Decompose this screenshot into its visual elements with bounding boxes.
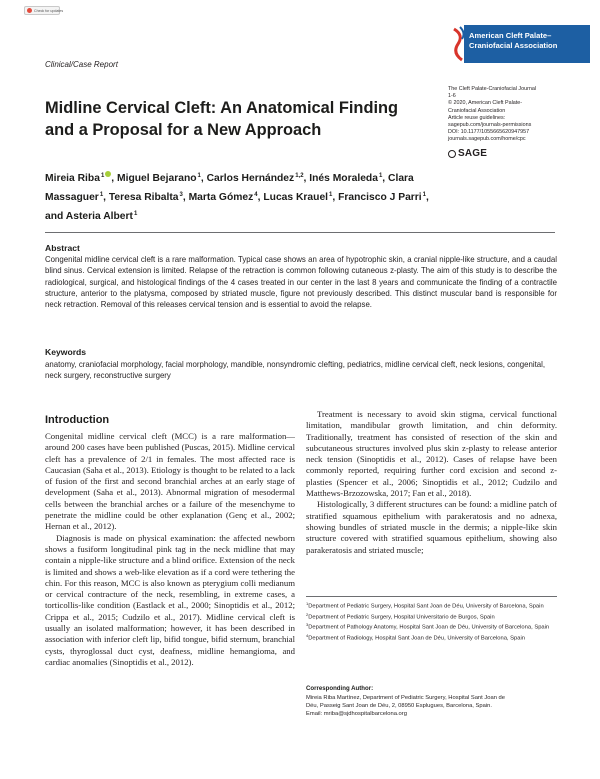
keywords-text: anatomy, craniofacial morphology, facial morphology, mandible, nonsyndromic clefting, pediatrics, midline cervical cleft, neck lesions, congenital, neck surgery, reconstructive surgery: [45, 360, 546, 381]
author-name[interactable]: Carlos Hernández: [206, 173, 295, 184]
footnote-number: 1: [306, 601, 309, 606]
affiliation-footnote: [306, 632, 558, 643]
introduction-heading: Introduction: [45, 414, 110, 426]
acpa-logo-text: American Cleft Palate– Craniofacial Association: [464, 25, 590, 63]
article-title: Midline Cervical Cleft: An Anatomical Finding and a Proposal for a New Approach: [45, 99, 399, 139]
author-name[interactable]: Lucas Krauel: [263, 192, 329, 203]
author-separator: ,: [200, 173, 207, 184]
author-separator: ,: [257, 192, 264, 203]
footnote-text: Department of Pathology Anatomy, Hospital Sant Joan de Déu, University of Barcelona, Spain: [308, 624, 550, 631]
badge-label: Check for updates: [34, 8, 64, 13]
corresponding-author-details: [306, 694, 558, 718]
author-name[interactable]: Mireia Riba: [45, 173, 100, 184]
affiliation-footnote: [306, 600, 558, 611]
paragraph: Treatment is necessary to avoid skin stigma, cervical functional limitation, mandibular growth limitation, and chin deformity. Traditionally, treatment has consisted of resection of the skin and subcutaneous structures involved plus skin z-plasty to release anterior neck tension (Sinoptidis et al., 2012). Cases of relapse have been commonly reported, requiring further cord excision and second z-plasties (Spencer et al., 2006; Sinoptidis et al., 2012; Cudzilo and Matthews-Brzozowska, 2017; Fan et al., 2018).: [306, 409, 557, 499]
author-separator: ,: [182, 192, 189, 203]
author-affiliation-marker: 1: [422, 192, 427, 198]
keywords-heading: Keywords: [45, 347, 87, 357]
footnote-number: 4: [306, 632, 309, 638]
paragraph: Histologically, 3 different structures can be found: a midline patch of stratified squamous epithelium with parakeratosis and no adnexa, showing bundles of striated muscle in the dermis; a nipple-like skin structure covered with stratified squamous epithelium, showing also parakeratosis and striated muscle;: [306, 499, 557, 555]
journal-info-line: journals.sagepub.com/home/cpc: [448, 136, 526, 143]
paragraph: Congenital midline cervical cleft (MCC) is a rare malformation—around 200 cases have been published (Puscas, 2015). Midline cervical cleft has a prevalence of 2/1 in females. The most affected race is Caucasian (Saha et al., 2013). Etiology is thought to be related to a lack of fusion of the first and second branchial arches at an early stage of development (Saha et al., 2013). Abnormal migration of mesodermal cells between the branchial arches or a failure of the mesenchyme to penetrate the midline could be other explanation (Genç et al., 2002; Hernan et al., 2012).: [45, 431, 295, 532]
author-separator: ,: [111, 173, 118, 184]
abstract-text: Congenital midline cervical cleft is a rare malformation. Typical case shows an area of hypotrophic skin, a cranial nipple-like structure, and a caudal blind sinus. Cervical extension is limited. Relapse of the retraction is common following cutaneous z-plasty. The aim of this study is to describe the radiological, surgical, and histological findings of the 4 cases treated in our center in the last 8 years and communicate the finding of a contractile structure, anterior to the platysma, composed by striated muscle, figure not previously described. This distinct muscular band is responsible for neck retraction. Removal of this releases cervical tension and is essential to avoid the relapse.: [45, 255, 557, 310]
body-column-right: [306, 409, 557, 556]
author-affiliation-marker: 1: [100, 173, 105, 179]
affiliations: [306, 600, 558, 642]
divider: [45, 232, 555, 233]
journal-info-line: Article reuse guidelines:: [448, 114, 506, 121]
affiliation-footnote: [306, 611, 558, 622]
author-affiliation-marker: 1,2: [295, 173, 304, 179]
journal-info-line: 1-6: [448, 93, 456, 100]
abstract-heading: Abstract: [45, 243, 80, 253]
footnote-text: Department of Pediatric Surgery, Hospital Universitario de Burgos, Spain: [308, 614, 495, 621]
author-separator: ,: [382, 173, 389, 184]
corresponding-author-line: Déu, Passeig Sant Joan de Déu, 2, 08950 Esplugues, Barcelona, Spain.: [306, 703, 492, 710]
author-separator: ,: [332, 192, 339, 203]
author-affiliation-marker: 1: [99, 192, 104, 198]
author-name[interactable]: Asteria Albert: [65, 211, 133, 222]
acpa-logo: [452, 25, 590, 63]
publisher-logo: SAGE: [448, 148, 487, 159]
author-name[interactable]: Inés Moraleda: [309, 173, 378, 184]
author-affiliation-marker: 3: [179, 192, 183, 198]
author-separator: , and: [45, 192, 429, 222]
author-separator: ,: [103, 192, 109, 203]
author-name[interactable]: Clara Massaguer: [45, 173, 414, 203]
author-name[interactable]: Marta Gómez: [188, 192, 254, 203]
footnote-number: 2: [306, 611, 309, 617]
author-affiliation-marker: 1: [329, 192, 333, 198]
journal-info-line: Craniofacial Association: [448, 107, 506, 114]
author-affiliation-marker: 1: [133, 211, 138, 217]
journal-info-line: The Cleft Palate-Craniofacial Journal: [448, 86, 537, 92]
affiliation-footnote: [306, 621, 558, 632]
author-list: [45, 168, 445, 225]
journal-info-line: sagepub.com/journals-permissions: [448, 122, 532, 129]
update-icon: [27, 8, 32, 13]
author-name[interactable]: Miguel Bejarano: [117, 173, 197, 184]
author-separator: ,: [303, 173, 310, 184]
corresponding-author-heading: Corresponding Author:: [306, 685, 374, 692]
footnote-number: 3: [306, 622, 309, 628]
body-column-left: [45, 431, 295, 668]
journal-info-line: © 2020, American Cleft Palate-: [448, 100, 523, 107]
sage-icon: [448, 150, 456, 158]
footnote-text: Department of Radiology, Hospital Sant Joan de Déu, University of Barcelona, Spain: [308, 635, 525, 642]
check-for-updates-badge[interactable]: [24, 6, 64, 15]
article-type: Clinical/Case Report: [45, 60, 118, 69]
paragraph: Diagnosis is made on physical examination: the affected newborn shows a fusiform longitudinal pink tag in the neck midline that may contain a nipple-like structure and a blind orifice. Extension of the neck is limited and shows a web-like elevation as if a cord were tethering the chin. For this reason, MCC is also known as pterygium colli medianum or cervical contracture of the neck, resembling, in extreme cases, a torticollis-like condition (Eastlack et al., 2000; Sinoptidis et al., 2012; Crippa et al., 2015; Cudzilo et al., 2017). Midline cervical cleft is usually an isolated malformation; however, it has been described in association with inferior cleft lip, bifid tongue, bifid sternum, branchial cysts, thyroglossal duct cyst, deafness, midline hemangioma, and cardiac anomalies (Sinoptidis et al., 2012).: [45, 532, 295, 667]
author-affiliation-marker: 1: [378, 173, 383, 179]
author-name[interactable]: Francisco J Parri: [338, 192, 422, 203]
journal-info: [448, 86, 590, 144]
author-affiliation-marker: 4: [254, 192, 258, 198]
author-affiliation-marker: 1: [197, 173, 201, 179]
author-email-link[interactable]: Email: mriba@sjdhospitalbarcelona.org: [306, 711, 407, 718]
footnote-text: Department of Pediatric Surgery, Hospital Sant Joan de Déu, University of Barcelona, Spain: [308, 603, 544, 610]
author-name[interactable]: Teresa Ribalta: [108, 192, 179, 203]
footnote-divider: [306, 596, 557, 597]
journal-info-line: DOI: 10.1177/1055665620947957: [448, 129, 530, 136]
corresponding-author-line: Mireia Riba Martínez, Department of Pediatric Surgery, Hospital Sant Joan de: [306, 695, 506, 701]
